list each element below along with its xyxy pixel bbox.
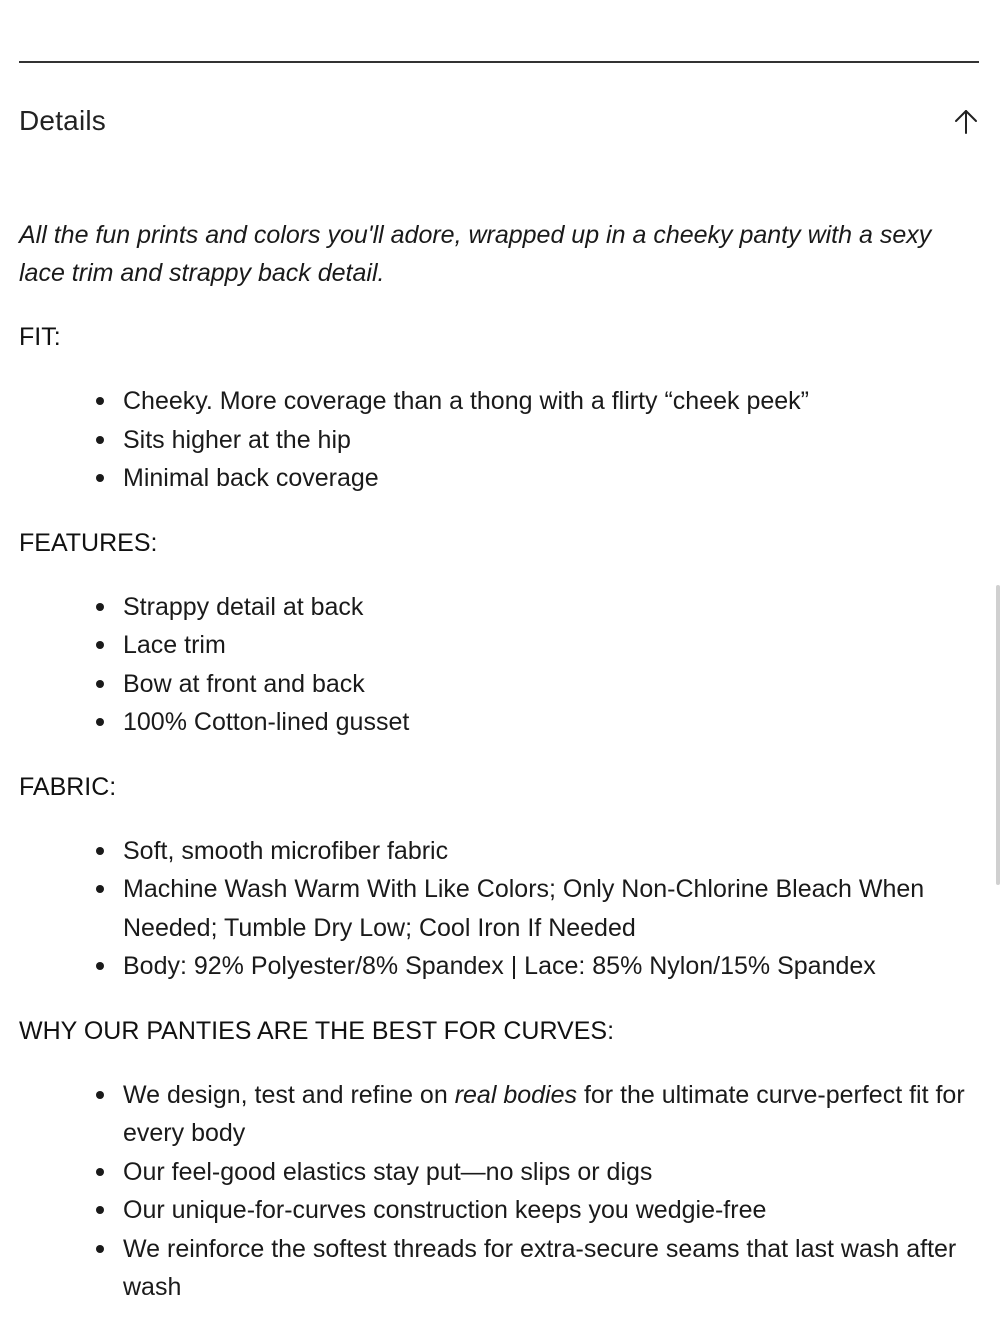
top-divider — [19, 61, 979, 63]
details-content — [19, 216, 981, 1333]
scrollbar[interactable] — [996, 585, 1000, 885]
features-heading: FEATURES: — [19, 528, 158, 557]
list-item: Lace trim — [123, 626, 981, 665]
list-item: Soft, smooth microfiber fabric — [123, 832, 981, 871]
list-item: Strappy detail at back — [123, 588, 981, 627]
fabric-heading: FABRIC: — [19, 772, 117, 801]
list-item-text: We design, test and refine on — [123, 1080, 455, 1109]
list-item — [123, 1076, 981, 1153]
fit-list — [19, 382, 981, 498]
details-accordion-header[interactable] — [19, 96, 981, 146]
emphasis-text: real bodies — [454, 1080, 578, 1109]
list-item: Our unique-for-curves construction keeps you wedgie-free — [123, 1191, 981, 1230]
list-item: Cheeky. More coverage than a thong with a flirty “cheek peek” — [123, 382, 981, 421]
list-item: We reinforce the softest threads for extra-secure seams that last wash after wash — [123, 1230, 981, 1307]
product-description: All the fun prints and colors you'll adore, wrapped up in a cheeky panty with a sexy lace trim and strappy back detail. — [19, 221, 932, 287]
fabric-list — [19, 832, 981, 986]
fit-heading: FIT: — [19, 323, 61, 351]
list-item: Minimal back coverage — [123, 459, 981, 498]
details-title: Details — [19, 105, 106, 136]
list-item: Body: 92% Polyester/8% Spandex | Lace: 85% Nylon/15% Spandex — [123, 947, 981, 986]
arrow-up-icon[interactable] — [951, 106, 981, 136]
list-item: Machine Wash Warm With Like Colors; Only Non-Chlorine Bleach When Needed; Tumble Dry Low; Cool Iron If Needed — [123, 870, 981, 947]
list-item: Bow at front and back — [123, 665, 981, 704]
why-heading: WHY OUR PANTIES ARE THE BEST FOR CURVES: — [19, 1016, 615, 1045]
list-item: Our feel-good elastics stay put—no slips or digs — [123, 1153, 981, 1192]
list-item: Sits higher at the hip — [123, 421, 981, 460]
why-list — [19, 1076, 981, 1307]
list-item-text: for the ultimate curve-perfect fit for every body — [123, 1080, 965, 1147]
list-item: 100% Cotton-lined gusset — [123, 703, 981, 742]
features-list — [19, 588, 981, 742]
